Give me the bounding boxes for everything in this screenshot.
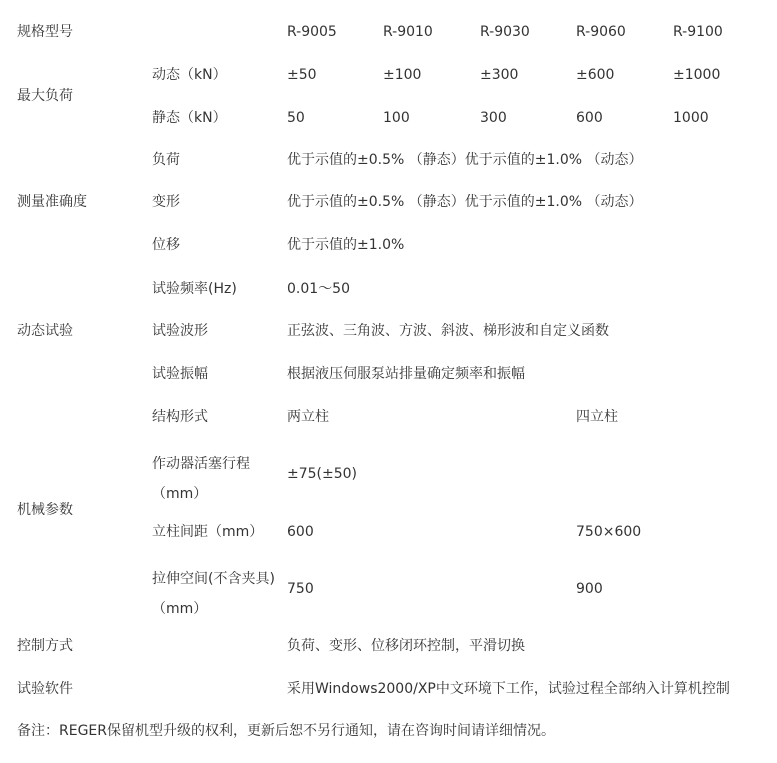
model-r9030: R-9030 <box>480 24 530 40</box>
waveform-label: 试验波形 <box>152 323 208 339</box>
static-load-value: 100 <box>383 110 410 126</box>
static-load-value: 300 <box>480 110 507 126</box>
dynamic-load-label: 动态（kN） <box>152 67 227 83</box>
mechanical-label: 机械参数 <box>17 502 73 518</box>
accuracy-deformation-label: 变形 <box>152 194 180 210</box>
control-value: 负荷、变形、位移闭环控制，平滑切换 <box>287 638 525 654</box>
stroke-value: ±75(±50) <box>287 466 358 482</box>
structure-label: 结构形式 <box>152 409 208 425</box>
model-r9005: R-9005 <box>287 24 337 40</box>
accuracy-displacement-label: 位移 <box>152 237 180 253</box>
structure-value-four-column: 四立柱 <box>576 409 618 425</box>
accuracy-load-label: 负荷 <box>152 152 180 168</box>
header-label: 规格型号 <box>17 24 73 40</box>
tensile-space-label: 拉伸空间(不含夹具)（mm） <box>152 571 275 617</box>
model-r9010: R-9010 <box>383 24 433 40</box>
frequency-label: 试验频率(Hz) <box>152 281 237 297</box>
static-load-value: 1000 <box>673 110 709 126</box>
stroke-label: 作动器活塞行程（mm） <box>152 456 250 502</box>
accuracy-deformation-value: 优于示值的±0.5% （静态）优于示值的±1.0% （动态） <box>287 194 643 210</box>
tensile-space-value-a: 750 <box>287 581 314 597</box>
software-value: 采用Windows2000/XP中文环境下工作，试验过程全部纳入计算机控制 <box>287 681 730 697</box>
max-load-label: 最大负荷 <box>17 88 73 104</box>
column-spacing-value-b: 750×600 <box>576 524 642 540</box>
static-load-value: 600 <box>576 110 603 126</box>
waveform-value: 正弦波、三角波、方波、斜波、梯形波和自定义函数 <box>287 323 609 339</box>
amplitude-label: 试验振幅 <box>152 366 208 382</box>
structure-value-two-column: 两立柱 <box>287 409 329 425</box>
dynamic-load-value: ±1000 <box>673 67 721 83</box>
column-spacing-label: 立柱间距（mm） <box>152 524 264 540</box>
dynamic-load-value: ±100 <box>383 67 422 83</box>
column-spacing-value-a: 600 <box>287 524 314 540</box>
model-r9060: R-9060 <box>576 24 626 40</box>
accuracy-displacement-value: 优于示值的±1.0% <box>287 237 405 253</box>
accuracy-load-value: 优于示值的±0.5% （静态）优于示值的±1.0% （动态） <box>287 152 643 168</box>
dynamic-load-value: ±600 <box>576 67 615 83</box>
dynamic-test-label: 动态试验 <box>17 323 73 339</box>
dynamic-load-value: ±300 <box>480 67 519 83</box>
control-label: 控制方式 <box>17 638 73 654</box>
tensile-space-value-b: 900 <box>576 581 603 597</box>
frequency-value: 0.01～50 <box>287 281 350 297</box>
note-text: 备注：REGER保留机型升级的权利，更新后恕不另行通知，请在咨询时间请详细情况。 <box>17 723 555 739</box>
software-label: 试验软件 <box>17 681 73 697</box>
static-load-label: 静态（kN） <box>152 110 227 126</box>
amplitude-value: 根据液压伺服泵站排量确定频率和振幅 <box>287 366 525 382</box>
static-load-value: 50 <box>287 110 305 126</box>
model-r9100: R-9100 <box>673 24 723 40</box>
accuracy-label: 测量准确度 <box>17 194 87 210</box>
dynamic-load-value: ±50 <box>287 67 317 83</box>
